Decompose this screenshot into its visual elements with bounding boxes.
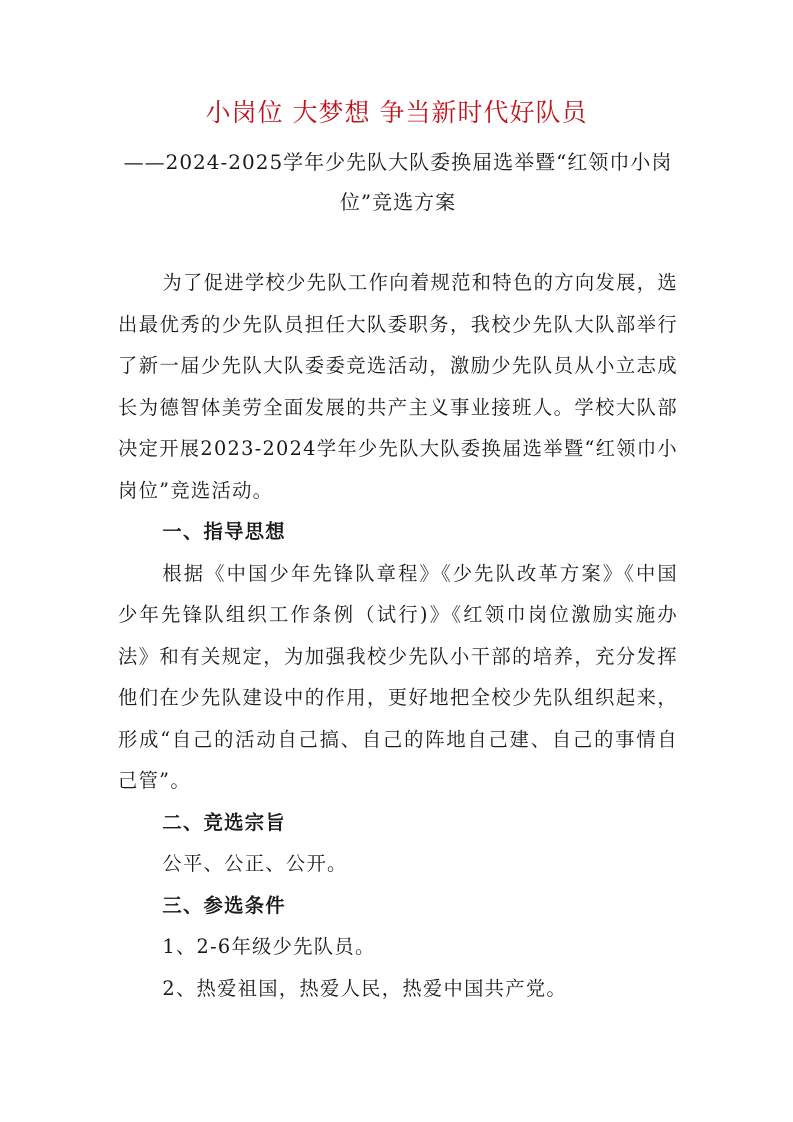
list-item: 2、热爱祖国，热爱人民，热爱中国共产党。	[162, 976, 567, 1000]
intro-paragraph: 为了促进学校少先队工作向着规范和特色的方向发展，选出最优秀的少先队员担任大队委职务，我校少先队大队部举行了新一届少先队大队委委竞选活动，激励少先队员从小立志成长为德智体美劳全面发展的共产主义事业接班人。学校大队部决定开展2023-2024学年少先队大队委换届选举暨“红领巾小岗位”竞选活动。	[118, 271, 678, 502]
list-item: 1、2-6年级少先队员。	[162, 935, 376, 958]
section-paragraph: 根据《中国少年先锋队章程》《少先队改革方案》《中国少年先锋队组织工作条例（试行)》《红领巾岗位激励实施办法》和有关规定，为加强我校少先队小干部的培养，充分发挥他们在少先队建设中的作用，更好地把全校少先队组织起来，形成“自己的活动自己搞、自己的阵地自己建、自己的事情自己管”。	[118, 561, 678, 792]
section-heading-eligibility: 三、参选条件	[162, 893, 286, 917]
section-heading-guiding-thought: 一、指导思想	[162, 520, 286, 543]
document-body	[118, 262, 678, 1009]
document-title: 小岗位 大梦想 争当新时代好队员	[205, 98, 588, 127]
section-paragraph: 公平、公正、公开。	[162, 852, 348, 875]
section-heading-purpose: 二、竞选宗旨	[162, 810, 286, 834]
document-subtitle: ——2024-2025学年少先队大队委换届选举暨“红领巾小岗位”竞选方案	[123, 150, 673, 214]
